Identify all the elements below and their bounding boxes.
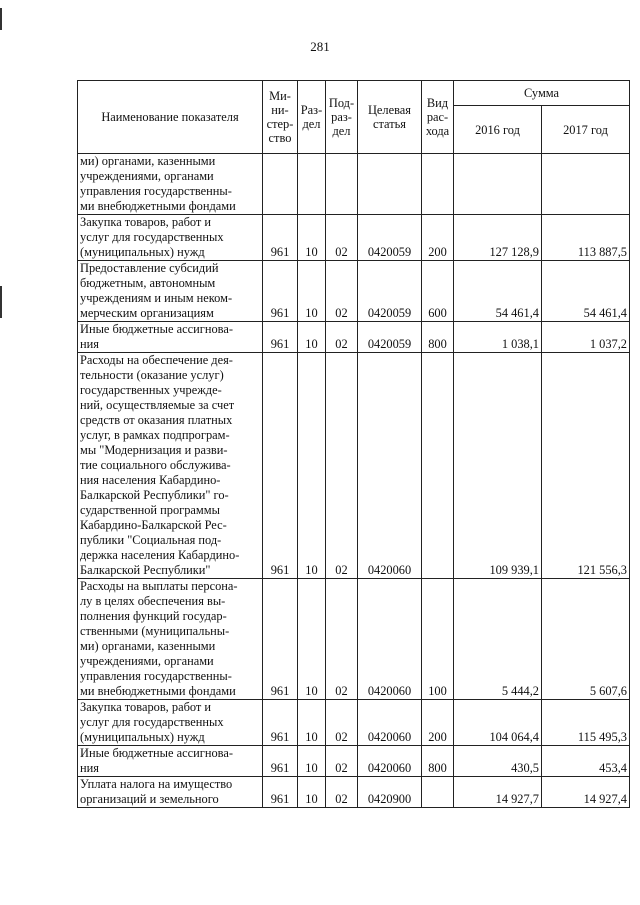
table-row <box>78 353 630 579</box>
header-ministry: Ми- ни- стер- ство <box>263 81 298 154</box>
row-sum-2017 <box>542 154 630 215</box>
row-section: 10 <box>298 322 326 353</box>
row-section: 10 <box>298 353 326 579</box>
row-target: 0420059 <box>358 322 422 353</box>
header-target: Целевая статья <box>358 81 422 154</box>
row-section: 10 <box>298 579 326 700</box>
header-name: Наименование показателя <box>78 81 263 154</box>
row-target: 0420059 <box>358 215 422 261</box>
table-row <box>78 261 630 322</box>
row-sum-2017: 14 927,4 <box>542 777 630 808</box>
row-name: Расходы на обеспечение дея- тельности (оказание услуг) государственных учрежде- ний, осуществляемые за счет средств от оказания платных услуг, в рамках подпрограм- мы "Модернизация и разви- тие социального обслужива- ния населения Кабардино- Балкарской Республики" го- сударственной программы Кабардино-Балкарской Рес- публики "Социальная под- держка населения Кабардино- Балкарской Республики" <box>78 353 263 579</box>
row-target <box>358 154 422 215</box>
header-expense-type: Вид рас- хода <box>422 81 454 154</box>
table-row <box>78 700 630 746</box>
row-sum-2016: 127 128,9 <box>454 215 542 261</box>
row-name: Закупка товаров, работ и услуг для государственных (муниципальных) нужд <box>78 700 263 746</box>
row-sum-2016: 5 444,2 <box>454 579 542 700</box>
row-section: 10 <box>298 700 326 746</box>
row-expense-type: 200 <box>422 215 454 261</box>
row-sum-2017: 115 495,3 <box>542 700 630 746</box>
header-year-2016: 2016 год <box>454 106 542 154</box>
table-row <box>78 215 630 261</box>
row-sum-2017: 5 607,6 <box>542 579 630 700</box>
row-sum-2016: 104 064,4 <box>454 700 542 746</box>
row-subsection: 02 <box>326 353 358 579</box>
row-section: 10 <box>298 746 326 777</box>
table-row <box>78 746 630 777</box>
row-expense-type: 800 <box>422 322 454 353</box>
row-sum-2017: 54 461,4 <box>542 261 630 322</box>
row-expense-type: 600 <box>422 261 454 322</box>
row-sum-2016: 430,5 <box>454 746 542 777</box>
row-sum-2017: 1 037,2 <box>542 322 630 353</box>
row-sum-2016: 109 939,1 <box>454 353 542 579</box>
row-subsection: 02 <box>326 261 358 322</box>
row-ministry: 961 <box>263 700 298 746</box>
row-name: Уплата налога на имущество организаций и земельного <box>78 777 263 808</box>
row-target: 0420060 <box>358 353 422 579</box>
page-number: 281 <box>310 39 330 54</box>
header-year-2017: 2017 год <box>542 106 630 154</box>
row-name: Предоставление субсидий бюджетным, автономным учреждениям и иным неком- мерческим организациям <box>78 261 263 322</box>
row-ministry <box>263 154 298 215</box>
row-name: Иные бюджетные ассигнова- ния <box>78 322 263 353</box>
table-row <box>78 579 630 700</box>
row-name: Закупка товаров, работ и услуг для государственных (муниципальных) нужд <box>78 215 263 261</box>
table-row <box>78 777 630 808</box>
row-ministry: 961 <box>263 215 298 261</box>
row-subsection: 02 <box>326 777 358 808</box>
row-sum-2016: 14 927,7 <box>454 777 542 808</box>
row-target: 0420060 <box>358 700 422 746</box>
row-expense-type <box>422 353 454 579</box>
table-row <box>78 322 630 353</box>
row-ministry: 961 <box>263 261 298 322</box>
row-subsection: 02 <box>326 700 358 746</box>
row-sum-2017: 121 556,3 <box>542 353 630 579</box>
row-subsection: 02 <box>326 322 358 353</box>
row-sum-2016: 1 038,1 <box>454 322 542 353</box>
row-ministry: 961 <box>263 579 298 700</box>
row-sum-2017: 113 887,5 <box>542 215 630 261</box>
row-target: 0420060 <box>358 746 422 777</box>
row-subsection: 02 <box>326 746 358 777</box>
row-target: 0420900 <box>358 777 422 808</box>
row-target: 0420059 <box>358 261 422 322</box>
row-name: ми) органами, казенными учреждениями, органами управления государственны- ми внебюджетными фондами <box>78 154 263 215</box>
row-section: 10 <box>298 215 326 261</box>
scan-edge-mark <box>0 286 2 318</box>
row-section: 10 <box>298 261 326 322</box>
scan-edge-mark <box>0 8 2 30</box>
header-sum: Сумма <box>454 81 630 106</box>
row-ministry: 961 <box>263 746 298 777</box>
row-ministry: 961 <box>263 777 298 808</box>
row-subsection <box>326 154 358 215</box>
row-expense-type: 200 <box>422 700 454 746</box>
row-expense-type: 800 <box>422 746 454 777</box>
header-subsection: Под- раз- дел <box>326 81 358 154</box>
header-section: Раз- дел <box>298 81 326 154</box>
row-subsection: 02 <box>326 215 358 261</box>
row-sum-2016 <box>454 154 542 215</box>
table-row <box>78 154 630 215</box>
row-sum-2017: 453,4 <box>542 746 630 777</box>
row-expense-type: 100 <box>422 579 454 700</box>
row-ministry: 961 <box>263 322 298 353</box>
row-target: 0420060 <box>358 579 422 700</box>
row-section: 10 <box>298 777 326 808</box>
row-sum-2016: 54 461,4 <box>454 261 542 322</box>
row-ministry: 961 <box>263 353 298 579</box>
row-name: Расходы на выплаты персона- лу в целях обеспечения вы- полнения функций государ- ственными (муниципальны- ми) органами, казенными учреждениями, органами управления государственны- ми внебюджетными фондами <box>78 579 263 700</box>
row-subsection: 02 <box>326 579 358 700</box>
row-expense-type <box>422 154 454 215</box>
budget-table <box>77 80 630 808</box>
row-section <box>298 154 326 215</box>
row-expense-type <box>422 777 454 808</box>
row-name: Иные бюджетные ассигнова- ния <box>78 746 263 777</box>
